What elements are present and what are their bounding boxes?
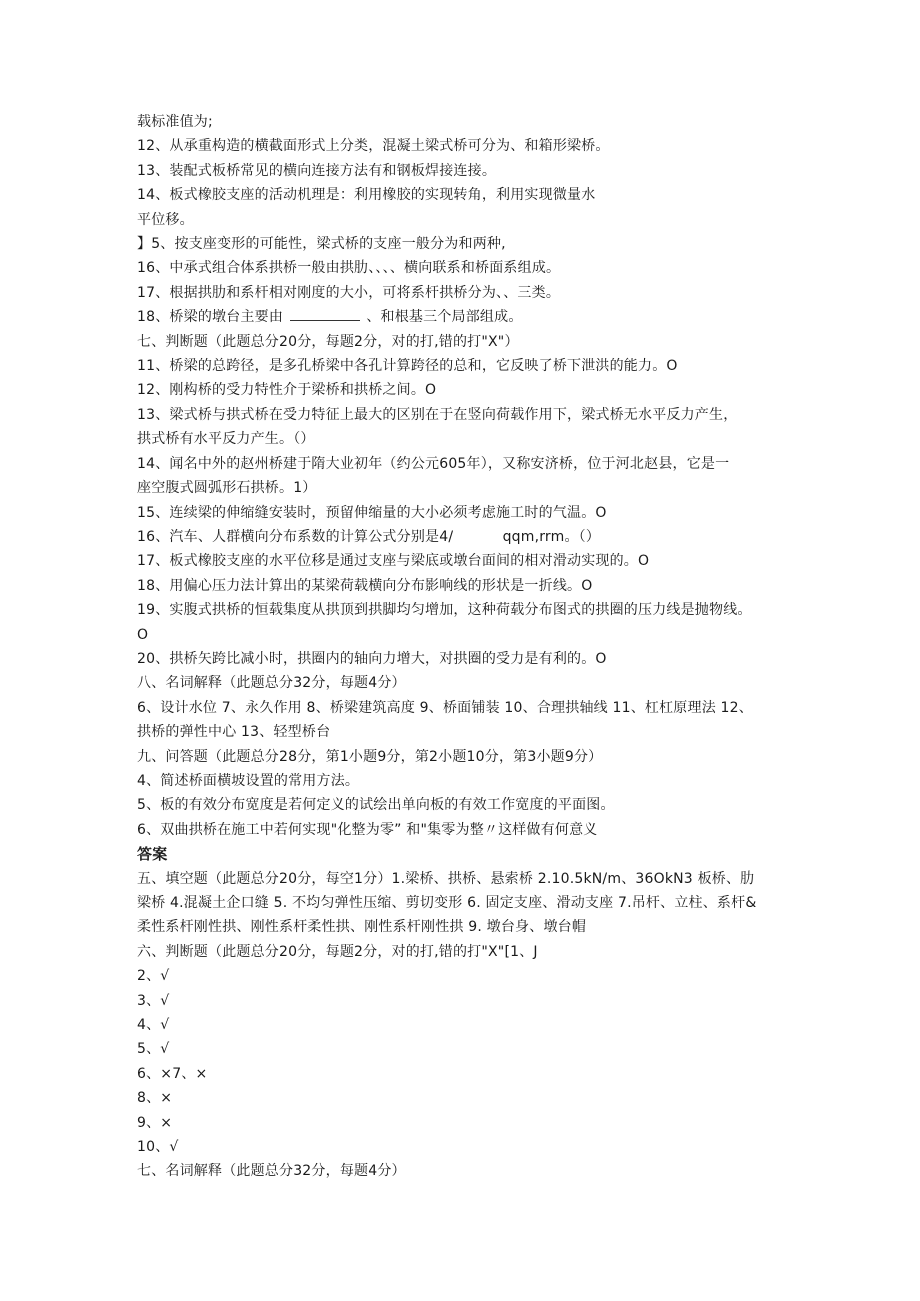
text-segment: 、和根基三个局部组成。 bbox=[366, 309, 523, 326]
text-line: 16、中承式组合体系拱桥一般由拱肋、、、、横向联系和桥面系组成。 bbox=[137, 260, 561, 277]
text-line: 5、板的有效分布宽度是若何定义的试绘出单向板的有效工作宽度的平面图。 bbox=[137, 797, 615, 814]
text-line: 拱桥的弹性中心 13、轻型桥台 bbox=[137, 724, 331, 741]
text-line: 】5、按支座变形的可能性，梁式桥的支座一般分为和两种, bbox=[137, 236, 506, 253]
text-line: 15、连续梁的伸缩缝安装时，预留伸缩量的大小必须考虑施工时的气温。O bbox=[137, 504, 607, 521]
text-line: 梁桥 4.混凝土企口缝 5. 不均匀弹性压缩、剪切变形 6. 固定支座、滑动支座 7.吊杆、立柱、系杆& bbox=[137, 895, 757, 911]
text-line: 11、桥梁的总跨径，是多孔桥梁中各孔计算跨径的总和，它反映了桥下泄洪的能力。O bbox=[137, 358, 678, 375]
text-segment: 16、汽车、人群横向分布系数的计算公式分别是4/ bbox=[137, 528, 454, 545]
text-line: 4、简述桥面横坡设置的常用方法。 bbox=[137, 772, 360, 789]
text-line: 13、装配式板桥常见的横向连接方法有和钢板焊接连接。 bbox=[137, 162, 497, 179]
answer-line: 6、×7、× bbox=[137, 1065, 208, 1082]
text-line: 17、根据拱肋和系杆相对刚度的大小，可将系杆拱桥分为、、三类。 bbox=[137, 284, 561, 301]
text-line: 6、双曲拱桥在施工中若何实现"化整为零” 和"集零为整〃这样做有何意义 bbox=[137, 821, 598, 838]
text-line-with-gap bbox=[137, 525, 797, 549]
fill-blank bbox=[290, 306, 360, 321]
text-line: 17、板式橡胶支座的水平位移是通过支座与梁底或墩台面间的相对滑动实现的。O bbox=[137, 553, 650, 570]
section-heading: 六、判断题（此题总分20分，每题2分，对的打,错的打"X"[1、J bbox=[137, 943, 538, 960]
text-line: 18、用偏心压力法计算出的某梁荷载横向分布影响线的形状是一折线。O bbox=[137, 577, 593, 594]
text-line: 五、填空题（此题总分20分，每空1分）1.梁桥、拱桥、悬索桥 2.10.5kN/m、36OkN3 板桥、肋 bbox=[137, 870, 755, 887]
document-page bbox=[137, 110, 797, 1184]
answer-line: 9、× bbox=[137, 1114, 173, 1131]
text-line: 19、实腹式拱桥的恒载集度从拱顶到拱脚均匀增加，这种荷载分布图式的拱圈的压力线是抛物线。 bbox=[137, 602, 752, 619]
text-line: 载标准值为; bbox=[137, 114, 213, 130]
answer-line: 8、× bbox=[137, 1090, 173, 1107]
text-line-with-blank bbox=[137, 305, 797, 329]
text-line: 12、刚构桥的受力特性介于梁桥和拱桥之间。O bbox=[137, 382, 437, 399]
section-heading: 七、名词解释（此题总分32分，每题4分） bbox=[137, 1163, 406, 1180]
text-segment: 18、桥梁的墩台主要由 bbox=[137, 309, 284, 326]
answer-line: 4、√ bbox=[137, 1017, 170, 1034]
text-line: 柔性系杆刚性拱、刚性系杆柔性拱、刚性系杆刚性拱 9. 墩台身、墩台帽 bbox=[137, 919, 587, 936]
text-line: 14、板式橡胶支座的活动机理是：利用橡胶的实现转角，利用实现微量水 bbox=[137, 187, 596, 204]
section-heading: 八、名词解释（此题总分32分，每题4分） bbox=[137, 675, 406, 692]
section-heading: 九、问答题（此题总分28分，第1小题9分，第2小题10分，第3小题9分） bbox=[137, 748, 603, 765]
text-line: 13、梁式桥与拱式桥在受力特征上最大的区别在于在竖向荷载作用下，梁式桥无水平反力产生， bbox=[137, 406, 738, 423]
answer-line: 10、√ bbox=[137, 1139, 179, 1156]
text-line: 12、从承重构造的横截面形式上分类，混凝土梁式桥可分为、和箱形梁桥。 bbox=[137, 138, 610, 155]
text-line: 20、拱桥矢跨比减小时，拱圈内的轴向力增大，对拱圈的受力是有利的。O bbox=[137, 650, 607, 667]
answer-line: 2、√ bbox=[137, 968, 170, 985]
text-line: 拱式桥有水平反力产生。（） bbox=[137, 431, 315, 448]
text-line: 平位移。 bbox=[137, 211, 194, 228]
answers-heading: 答案 bbox=[137, 845, 168, 864]
text-line: 座空腹式圆弧形石拱桥。1） bbox=[137, 480, 317, 497]
text-line: 6、设计水位 7、永久作用 8、桥梁建筑高度 9、桥面铺装 10、合理拱轴线 11、杠杠原理法 12、 bbox=[137, 699, 753, 716]
answer-line: 3、√ bbox=[137, 992, 170, 1009]
answer-line: 5、√ bbox=[137, 1041, 170, 1058]
text-line: O bbox=[137, 626, 149, 643]
section-heading: 七、判断题（此题总分20分，每题2分，对的打,错的打"X"） bbox=[137, 333, 519, 350]
text-segment: qqm,rrm。（） bbox=[502, 528, 601, 545]
text-line: 14、闻名中外的赵州桥建于隋大业初年（约公元605年），又称安济桥，位于河北赵县，它是一 bbox=[137, 455, 730, 472]
